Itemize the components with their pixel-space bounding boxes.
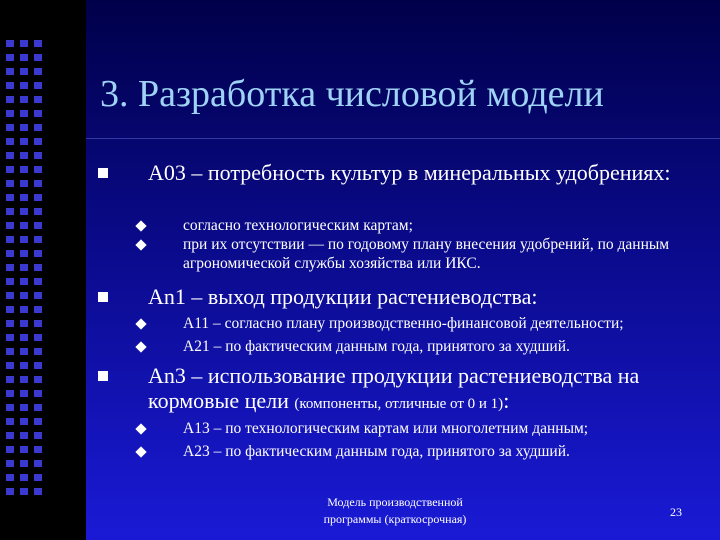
subitem-a21: A21 – по фактическим данным года, принятого за худший. (183, 338, 570, 355)
decorative-dots-column (6, 40, 14, 500)
slide-title: 3. Разработка числовой модели (100, 73, 604, 115)
bullet-item-an1: An1 – выход продукции растениеводства: (148, 284, 538, 309)
bullet-item-an3 (148, 363, 708, 417)
diamond-bullet-icon (135, 423, 146, 434)
page-number: 23 (670, 505, 682, 519)
diamond-bullet-icon (135, 341, 146, 352)
diamond-bullet-icon (135, 239, 146, 250)
diamond-bullet-icon (135, 446, 146, 457)
title-divider (86, 138, 720, 139)
decorative-dots-column (20, 40, 28, 500)
an3-colon: : (503, 388, 510, 413)
square-bullet-icon (98, 292, 108, 302)
an3-note-text: (компоненты, отличные от 0 и 1) (294, 396, 504, 412)
footer-caption: Модель производственной программы (краткосрочная) (323, 495, 467, 526)
subitem-a23: A23 – по фактическим данным года, принятого за худший. (183, 443, 570, 460)
diamond-bullet-icon (135, 220, 146, 231)
diamond-bullet-icon (135, 318, 146, 329)
an3-main-text: An3 – использование продукции растениеводства на кормовые цели (148, 363, 640, 413)
square-bullet-icon (98, 168, 108, 178)
square-bullet-icon (98, 371, 108, 381)
subitem-a11: A11 – согласно плану производственно-финансовой деятельности; (183, 315, 624, 332)
bullet-item-a03: A03 – потребность культур в минеральных удобрениях: (148, 160, 671, 185)
decorative-dots-column (34, 40, 42, 500)
subitem-a13: A13 – по технологическим картам или многолетним данным; (183, 420, 589, 437)
subitem-tech-cards: согласно технологическим картам; (183, 217, 413, 234)
subitem-annual-plan: при их отсутствии — по годовому плану внесения удобрений, по данным агрономической службы хозяйства или ИКС. (183, 236, 670, 272)
